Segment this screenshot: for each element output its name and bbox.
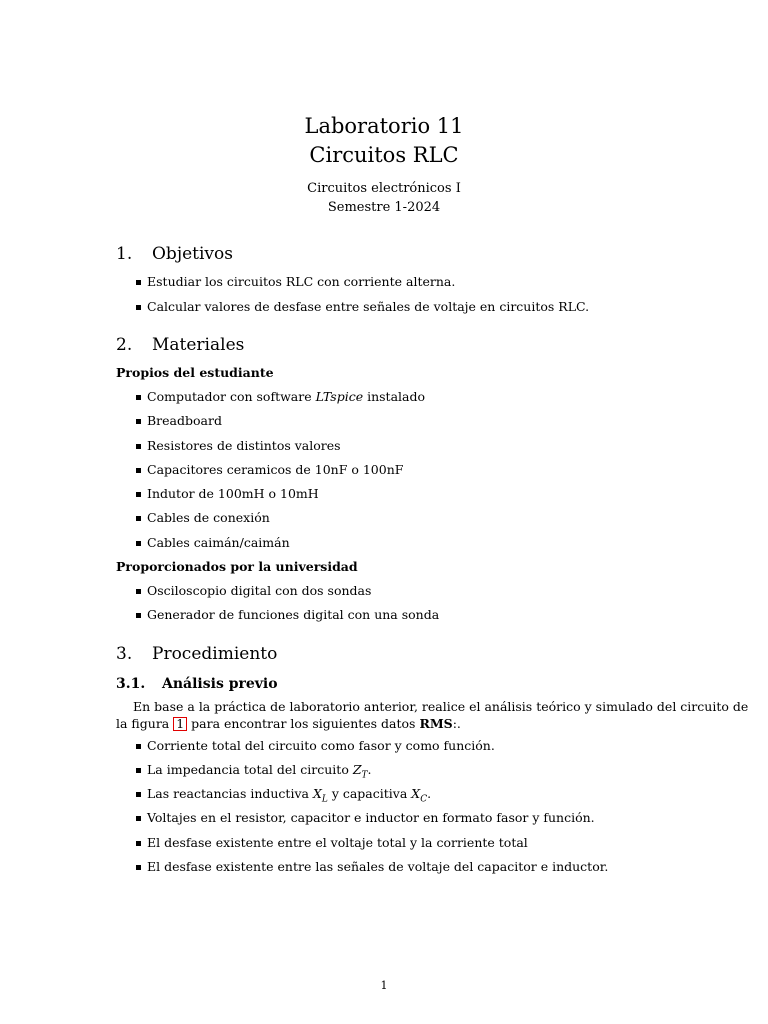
list-item (147, 486, 319, 501)
title-block (0, 112, 768, 170)
course-info (0, 179, 768, 217)
section-number: 3. (116, 644, 133, 664)
bullet-icon (136, 516, 141, 521)
title-line-2: Circuitos RLC (309, 143, 459, 167)
list-item (147, 389, 425, 404)
list-item-text: Calcular valores de desfase entre señales de voltaje en circuitos RLC. (147, 299, 590, 314)
list-item (147, 299, 589, 314)
list-item-text: Cables de conexión (147, 510, 270, 525)
list-item-text: . (367, 762, 372, 777)
math-symbol: X (411, 786, 421, 801)
bullet-icon (136, 541, 141, 546)
math-subscript: T (361, 770, 368, 781)
list-item-text: Estudiar los circuitos RLC con corriente alterna. (147, 274, 456, 289)
software-name: LTspice (315, 389, 364, 404)
bullet-icon (136, 589, 141, 594)
list-item (147, 583, 371, 598)
page-number: 1 (380, 979, 388, 992)
list-item-text: Generador de funciones digital con una sonda (147, 607, 440, 622)
bullet-icon (136, 613, 141, 618)
list-item-text: Corriente total del circuito como fasor y como función. (147, 738, 495, 753)
section-heading-procedimiento (116, 644, 277, 664)
list-item-text: Indutor de 100mH o 10mH (147, 486, 319, 501)
subsection-number: 3.1. (116, 676, 146, 692)
list-item-text: Computador con software (147, 389, 316, 404)
bullet-icon (136, 792, 141, 797)
paragraph-heading-university: Proporcionados por la universidad (116, 559, 358, 574)
paragraph-text: :. (452, 716, 461, 731)
bullet-icon (136, 419, 141, 424)
list-item-text: y capacitiva (327, 786, 412, 801)
subsection-title: Análisis previo (162, 676, 278, 692)
list-item-text: El desfase existente entre el voltaje total y la corriente total (147, 835, 528, 850)
list-item (147, 413, 222, 428)
list-item-text: Cables caimán/caimán (147, 535, 290, 550)
list-item-text: Voltajes en el resistor, capacitor e inductor en formato fasor y función. (147, 810, 595, 825)
bullet-icon (136, 305, 141, 310)
list-item-text: La impedancia total del circuito (147, 762, 353, 777)
section-heading-objetivos (116, 244, 233, 264)
section-number: 2. (116, 335, 133, 355)
paragraph-heading-student: Propios del estudiante (116, 365, 274, 380)
list-item (147, 835, 528, 850)
list-item-text: Resistores de distintos valores (147, 438, 341, 453)
bullet-icon (136, 280, 141, 285)
paragraph-text: la figura (116, 716, 174, 731)
paragraph-text: para encontrar los siguientes datos (187, 716, 420, 731)
bullet-icon (136, 841, 141, 846)
list-item (147, 274, 455, 289)
list-item (147, 607, 439, 622)
bullet-icon (136, 768, 141, 773)
bullet-icon (136, 865, 141, 870)
section-title: Procedimiento (152, 644, 278, 664)
semester: Semestre 1-2024 (327, 200, 441, 215)
bullet-icon (136, 744, 141, 749)
list-item-text: Las reactancias inductiva (147, 786, 313, 801)
list-item-text: El desfase existente entre las señales de voltaje del capacitor e inductor. (147, 859, 609, 874)
intro-paragraph (116, 698, 749, 732)
course-name: Circuitos electrónicos I (307, 181, 461, 196)
list-item (147, 786, 431, 805)
math-symbol: Z (352, 762, 362, 777)
list-item (147, 535, 290, 550)
bold-term: RMS (419, 716, 453, 731)
bullet-icon (136, 395, 141, 400)
list-item (147, 810, 595, 825)
subsection-heading-analisis (116, 676, 278, 692)
list-item-text: Capacitores ceramicos de 10nF o 100nF (147, 462, 404, 477)
list-item-text: Breadboard (147, 413, 222, 428)
list-item (147, 462, 403, 477)
section-number: 1. (116, 244, 133, 264)
title-line-1: Laboratorio 11 (304, 114, 464, 138)
section-title: Materiales (152, 335, 245, 355)
bullet-icon (136, 816, 141, 821)
list-item (147, 859, 608, 874)
list-item-text: . (427, 786, 432, 801)
list-item-text: instalado (363, 389, 426, 404)
list-item (147, 762, 372, 781)
bullet-icon (136, 492, 141, 497)
paragraph-line (116, 715, 682, 732)
math-symbol: X (312, 786, 322, 801)
math-subscript: C (420, 794, 428, 805)
list-item-text: Osciloscopio digital con dos sondas (147, 583, 372, 598)
paragraph-line: En base a la práctica de laboratorio anterior, realice el análisis teórico y simulado del circuito de (133, 699, 749, 714)
section-heading-materiales (116, 335, 244, 355)
list-item (147, 438, 341, 453)
bullet-icon (136, 468, 141, 473)
list-item (147, 738, 495, 753)
bullet-icon (136, 444, 141, 449)
list-item (147, 510, 270, 525)
figure-reference-link[interactable]: 1 (173, 717, 187, 731)
section-title: Objetivos (152, 244, 233, 264)
math-subscript: L (321, 794, 328, 805)
